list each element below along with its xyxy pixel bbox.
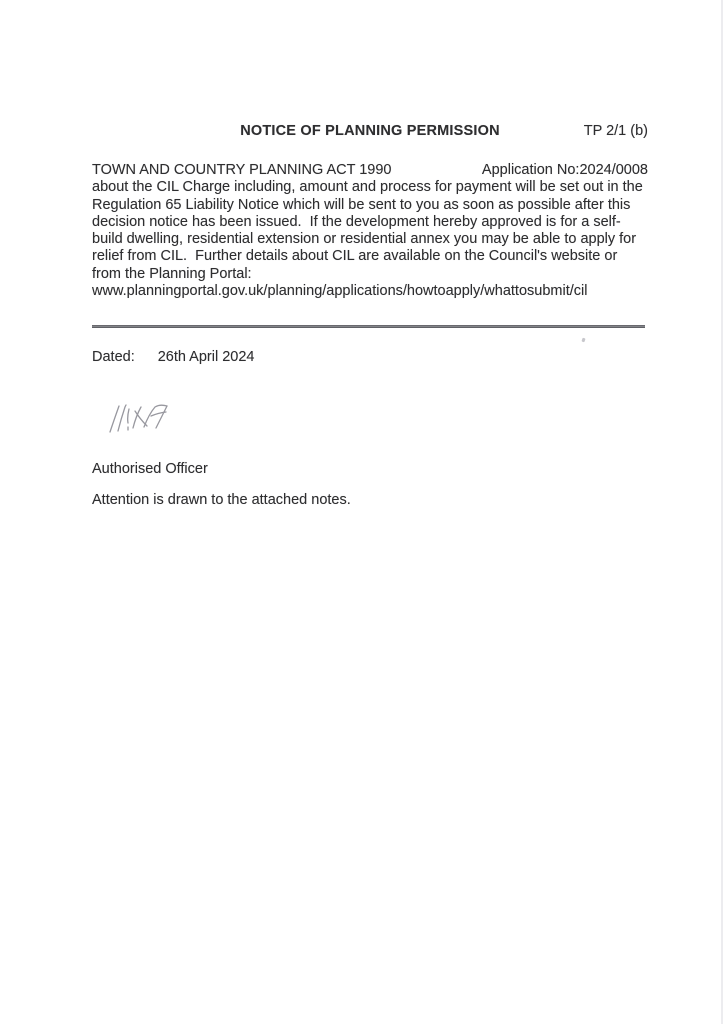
application-number: Application No:2024/0008 [481, 162, 648, 178]
form-reference-label: TP 2/1 (b) [583, 123, 648, 139]
ink-speck-artifact [581, 338, 585, 343]
cil-charge-paragraph: about the CIL Charge including, amount and process for payment will be set out in the Regulation 65 Liability Notice which will be sent to you as soon as possible after this decision notice has been issued. If the development hereby approved is for a self-build dwelling, residential extension or residential annex you may be able to apply for relief from CIL. Further details about CIL are available on the Council's website or from the Planning Portal: [92, 179, 647, 282]
dated-value: 26th April 2024 [157, 349, 255, 365]
act-and-application-line [92, 162, 648, 179]
scan-edge-artifact [721, 0, 723, 1024]
dated-label: Dated: [92, 349, 135, 365]
document-body [92, 162, 648, 300]
act-title: TOWN AND COUNTRY PLANNING ACT 1990 [92, 162, 392, 178]
page-title: NOTICE OF PLANNING PERMISSION [240, 123, 500, 139]
divider-rule [92, 325, 645, 328]
document-header [92, 123, 648, 141]
signature-scribble [106, 399, 176, 441]
attention-note: Attention is drawn to the attached notes. [92, 492, 351, 508]
dated-row [92, 349, 254, 365]
signatory-role: Authorised Officer [92, 461, 208, 477]
planning-portal-url: www.planningportal.gov.uk/planning/applications/howtoapply/whattosubmit/cil [92, 283, 588, 300]
